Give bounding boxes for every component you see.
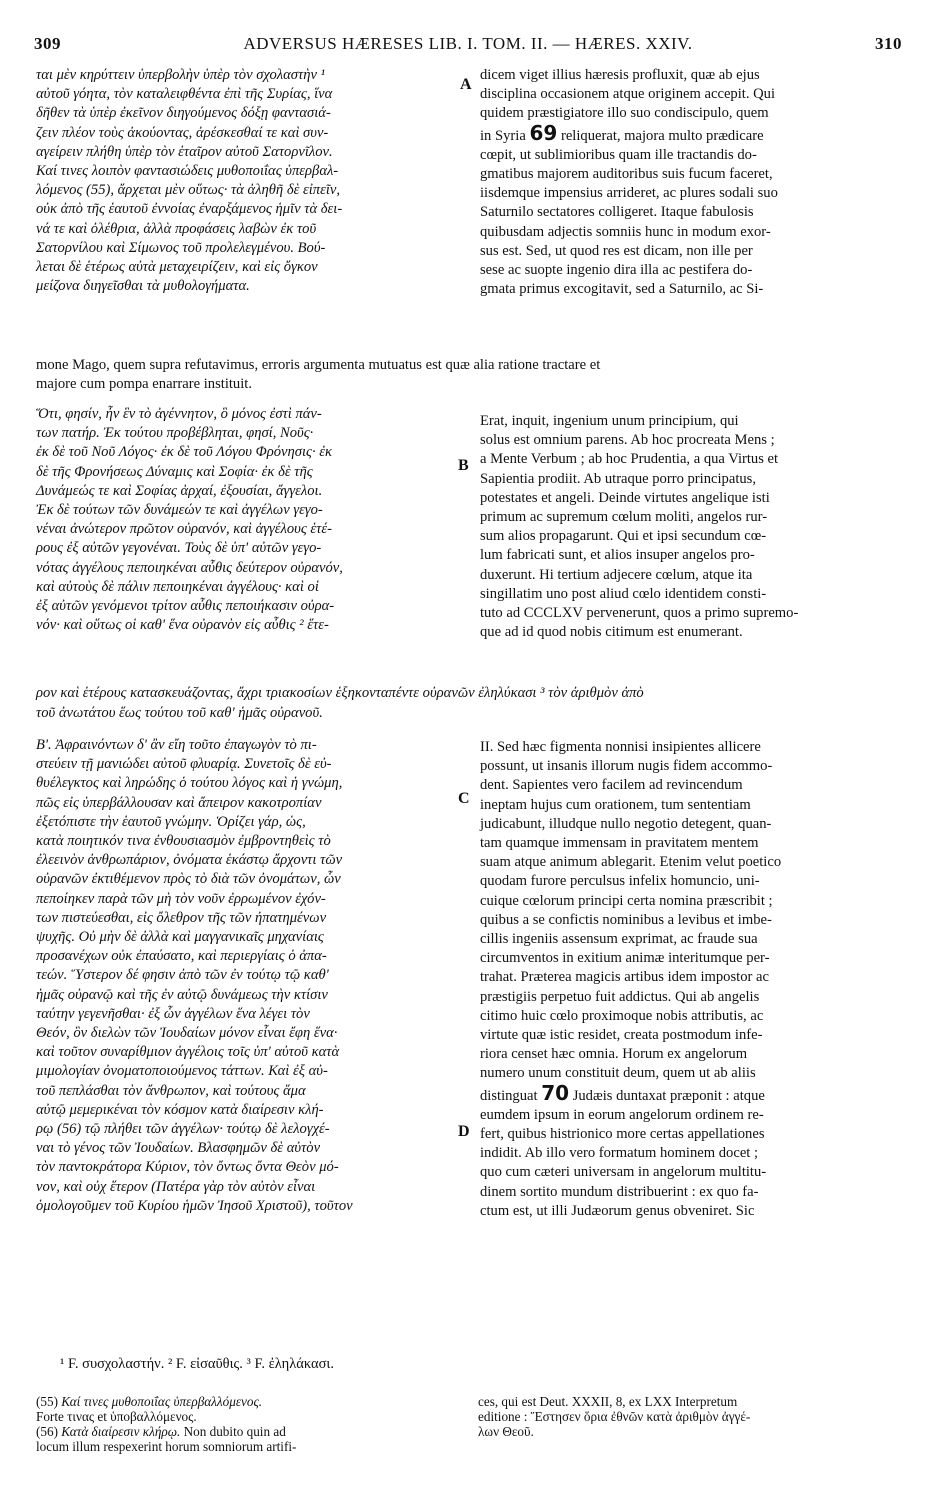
running-title: ADVERSUS HÆRESES LIB. I. TOM. II. — HÆRES. XXIV. [243,34,693,53]
text-line: numero unum constituit deum, quem ut ab aliis [480,1065,756,1082]
text-line: lum fabricati sunt, et alios insuper angelos pro- [480,547,755,564]
text-line: tuto ad CCCLXV pervenerunt, quos a primo supremo- [480,605,799,622]
text-line: circumventos in exitium animæ interitumque per- [480,950,770,967]
text-line: judicabunt, illudque nullo negotio detegent, quan- [480,815,772,832]
text-line: πεποίηκεν παρὰ τῶν μὴ τὸν νοῦν ἐρρωμένον ἐχόν- [36,890,326,907]
text-line: αὐτῷ μεμερικέναι τὸν κόσμον κατὰ διαίρεσιν κλή- [36,1101,324,1118]
text-line: ἡμᾶς οὐρανῷ καὶ τῆς ἐν αὐτῷ δυνάμεως τὴν κτίσιν [36,986,328,1003]
margin-letter-a: A [460,76,472,93]
text-line: Θεόν, ὃν διελὼν τῶν Ἰουδαίων μόνον εἶναι ἔφη ἕνα· [36,1025,338,1042]
text-line: τεών. Ὕστερον δέ φησιν ἀπὸ τῶν ἐν τούτῳ τῷ καθ' [36,967,329,984]
footnote-line: locum illum respexerint horum somniorum artifi- [36,1439,297,1454]
footnote-line [36,1394,456,1409]
text-line: προσανέχων οὐκ ἐπαύσατο, καὶ περιεργίαις ὁ ἀπα- [36,948,327,965]
text-line: cillis ingeniis assensum exprimat, ac fraude sua [480,931,758,948]
text-line: νά τε καὶ ὀλέθρια, ἀλλὰ προφάσεις λαβὼν ἐκ τοῦ [36,220,317,237]
text-line: II. Sed hæc figmenta nonnisi insipientes allicere [480,739,761,755]
text-line: ρους ἐξ αὐτῶν γεγονέναι. Τοὺς δὲ ὑπ' αὐτῶν γεγο- [36,540,322,557]
text-line: quodam furore perculsus infelix homuncio, uni- [480,873,760,890]
full-width-line-3: ρον καὶ ἑτέρους κατασκευάζοντας, ἄχρι τριακοσίων ἑξηκονταπέντε οὐρανῶν ἐληλύκασι ³ τὸν ἀριθμὸν ἀπὸ [36,685,644,701]
text-line: Καί τινες λοιπὸν φαντασιώδεις μυθοποιΐας ὑπερβαλ- [36,163,339,180]
text-line: sus est. Sed, ut quod res est dicam, non ille per [480,242,753,259]
footnote-line: λων Θεοῦ. [478,1424,534,1439]
margin-letter-d: D [458,1123,470,1140]
text-line: ἐξετόπιστε τὴν ἑαυτοῦ γνώμην. Ὁρίζει γάρ, ὡς, [36,813,306,830]
text-line: λόμενος (55), ἄρχεται μὲν οὕτως· τὰ ἀληθῆ δὲ εἰπεῖν, [36,182,341,199]
text-line: Erat, inquit, ingenium unum principium, qui [480,413,739,429]
text-line: sum alios propagarunt. Qui et ipsi secundum cœ- [480,528,767,545]
text-line: νον, καὶ οὐχ ἕτερον (Πατέρα γὰρ τὸν αὐτὸν εἶναι [36,1178,316,1195]
text-line [480,120,892,146]
text-line: ταύτην γεγενῆσθαι· ἐξ ὧν ἀγγέλων ἕνα λέγει τὸν [36,1005,310,1022]
text-line: Ἐκ δὲ τούτων τῶν δυνάμεών τε καὶ ἀγγέλων γεγο- [36,502,323,519]
footnote-lemma: Κατὰ διαίρεσιν κλήρῳ. [61,1424,181,1439]
latin-text-block-3 [480,738,892,1221]
text-line: νότας ἀγγέλους πεποιηκέναι αὖθις δεύτερον οὐρανόν, [36,559,343,576]
text-line: τοῦ πεπλάσθαι τὸν ἄνθρωπον, καὶ τούτους ἅμα [36,1082,306,1099]
text-line: ὁμολογοῦμεν τοῦ Κυρίου ἡμῶν Ἰησοῦ Χριστοῦ), τοῦτον [36,1197,353,1214]
page-number-69: 69 [529,120,558,145]
text-line: dent. Sapientes vero facilem ad revincendum [480,777,743,794]
footnote-text: Non dubito quin ad [180,1424,286,1439]
text-line: καὶ τοῦτον συναρίθμιον ἀγγέλοις τοῖς ὑπ' αὐτοῦ κατὰ [36,1044,340,1061]
text-line: Σατορνίλου καὶ Σίμωνος τοῦ προλελεγμένου. Βού- [36,239,326,256]
footnote-line [36,1424,456,1439]
text-line: Ὅτι, φησίν, ἦν ἓν τὸ ἀγέννητον, ὃ μόνος ἐστὶ πάν- [36,406,322,422]
text-line: Β'. Ἀφραινόντων δ' ἂν εἴη τοῦτο ἐπαγωγὸν τὸ πι- [36,737,317,753]
page-number-left: 309 [34,34,61,53]
text-line: ναι τὸ γένος τῶν Ἰουδαίων. Βλασφημῶν δὲ αὐτὸν [36,1140,321,1157]
text-line: primum ac supremum cœlum moliti, angelos rur- [480,509,768,526]
text-line: trahat. Præterea magicis artibus idem impostor ac [480,969,769,986]
text-line: riora censet hæc omnia. Horum ex angelorum [480,1046,748,1063]
text-line: dinem sortito mundum distribuerint : ex quo fa- [480,1183,759,1200]
text-line: στεύειν τῇ μανιώδει αὐτοῦ φλυαρίᾳ. Συνετοῖς δὲ εὐ- [36,756,332,773]
text-line: ἐκ δὲ τοῦ Νοῦ Λόγος· ἐκ δὲ τοῦ Λόγου Φρόνησις· ἐκ [36,444,332,461]
text-line: νόν· καὶ οὕτως οἱ καθ' ἕνα οὐρανὸν εἰς αὖθις ² ἕτε- [36,617,329,634]
text-line: λεται δὲ ἑτέρως αὐτὰ μεταχειρίζειν, καὶ εἰς ὄγκον [36,259,318,276]
text-line: ζειν πλέον τοὺς ἀκούοντας, ἀρέσκεσθαί τε καὶ συν- [36,124,329,141]
text-line [480,1080,892,1106]
text-line: αγείρειν πλήθη ὑπὲρ τὸν ἑταῖρον αὐτοῦ Σατορνῖλον. [36,143,333,160]
text-line: potestates et angeli. Deinde virtutes angelique isti [480,489,770,506]
text-line: οὐρανῶν ἐκτιθέμενον πρὸς τὸ διὰ τῶν ὀνομάτων, ὧν [36,871,341,888]
footnote-lemma: Καί τινες μυθοποιΐας ὑπερβαλλόμενος. [61,1394,263,1409]
text-line: quo cum cæteri universam in angelorum multitu- [480,1164,767,1181]
text-line: ineptam hujus cum orationem, tum sententiam [480,796,751,813]
full-width-line-2: majore cum pompa enarrare instituit. [36,376,252,392]
text-line: ρῳ (56) τῷ πλήθει τῶν ἀγγέλων· τούτῳ δὲ λελογχέ- [36,1121,330,1138]
text-line: τὸν παντοκράτορα Κύριον, τὸν ὄντως ὄντα Θεὸν μό- [36,1159,339,1176]
text-line: indidit. Ab illo vero formatum hominem docet ; [480,1145,759,1162]
running-header [34,34,902,58]
full-width-line-4: τοῦ ἀνωτάτου ἕως τούτου τοῦ καθ' ἡμᾶς οὐρανοῦ. [36,705,323,721]
text-line: ἐλεεινὸν ἀνθρωπάριον, ὀνόματα ἑκάστῳ ἄρχοντι τῶν [36,852,343,869]
text-line: θυέλεγκτος καὶ ληρώδης ὁ τούτου λόγος καὶ ἡ γνώμη, [36,775,343,792]
text-line: citimo huic cœlo proximoque nobis attributis, ac [480,1007,764,1024]
text-line: των πατήρ. Ἐκ τούτου προβέβληται, φησί, Νοῦς· [36,425,314,442]
text-line: πῶς εἰς ὑπερβάλλουσαν καὶ ἄπειρον κακοτροπίαν [36,794,322,811]
text-line: Δυνάμεώς τε καὶ Σοφίας ἀρχαί, ἐξουσίαι, ἄγγελοι. [36,482,323,499]
greek-text-block-1 [36,66,456,296]
text-line: eumdem ipsum in eorum angelorum ordinem re- [480,1106,764,1123]
text-line: Sapientia prodiit. Ab utraque porro principatus, [480,470,757,487]
latin-text-block-2 [480,412,892,642]
greek-text-block-2 [36,405,456,635]
text-line: cœpit, ut sublimioribus quam ille tractandis do- [480,146,757,163]
latin-text-block-1 [480,66,892,299]
text-fragment: in Syria [480,127,530,144]
text-line: gmata primus excogitavit, sed a Saturnilo, ac Si- [480,281,764,298]
text-line: οὐκ ἀπὸ τῆς ἑαυτοῦ ἐννοίας ἐναρξάμενος ἡμῖν τὰ δει- [36,201,343,218]
text-fragment: Judæis duntaxat præponit : atque [569,1087,765,1104]
text-line: solus est omnium parens. Ab hoc procreata Mens ; [480,432,775,449]
footnotes-left [36,1394,456,1454]
text-line: virtute quæ istic residet, creata postmodum infe- [480,1027,763,1044]
text-line: gmatibus majorem auditoribus suis fucum faceret, [480,166,773,183]
text-line: cuique cœlorum principi certa nomina præscribit ; [480,892,773,909]
critical-apparatus: ¹ F. συσχολαστήν. ² F. εἰσαῦθις. ³ F. ἐληλάκασι. [60,1356,334,1372]
footnote-number: (56) [36,1424,58,1439]
text-fragment: reliquerat, majora multo prædicare [557,127,764,144]
text-line: κατὰ ποιητικόν τινα ἐνθουσιασμὸν ἐμβροντηθεὶς τὸ [36,833,331,850]
text-line: suam atque animum ablegarit. Etenim velut poetico [480,854,782,871]
page-number-70: 70 [541,1080,570,1105]
text-line: quidem præstigiatore illo suo condiscipulo, quem [480,105,769,122]
text-line: ctum est, ut illi Judæorum genus obveniret. Sic [480,1202,755,1219]
text-line: a Mente Verbum ; ab hoc Prudentia, a qua Virtus et [480,451,779,468]
text-line: quibusdam adjectis somniis hunc in modum exor- [480,223,771,240]
text-line: disciplina occasionem atque originem accepit. Qui [480,86,776,103]
text-line: ἐξ αὐτῶν γενόμενοι τρίτον αὖθις πεποιήκασιν οὐρα- [36,598,335,615]
text-line: μείζονα διηγεῖσθαι τὰ μυθολογήματα. [36,278,250,295]
margin-letter-b: B [458,457,469,474]
greek-text-block-3 [36,736,456,1216]
text-fragment: distinguat [480,1087,542,1104]
text-line: ται μὲν κηρύττειν ὑπερβολὴν ὑπὲρ τὸν σχολαστὴν ¹ [36,67,325,83]
text-line: duxerunt. Hi tertium adjecere cœlum, atque ita [480,566,753,583]
text-line: dicem viget illius hæresis profluxit, quæ ab ejus [480,67,760,83]
page-number-right: 310 [875,34,902,53]
text-line: præstigiis perpetuo fuit addictus. Qui ab angelis [480,988,760,1005]
text-line: μιμολογίαν ὀνοματοποιούμενος τάττων. Καὶ ἐξ αὐ- [36,1063,328,1080]
text-line: singillatim uno post aliud cœlo identidem consti- [480,585,767,602]
margin-letter-c: C [458,790,470,807]
footnote-line: Forte τινας et ὑποβαλλόμενος. [36,1409,197,1424]
footnote-line: editione : Ἔστησεν ὅρια ἐθνῶν κατὰ ἀριθμὸν ἀγγέ- [478,1409,751,1424]
text-line: que ad id quod nobis citimum est enumerant. [480,624,743,641]
text-line: αὐτοῦ γόητα, τὸν καταλειφθέντα ἐπὶ τῆς Συρίας, ἵνα [36,86,333,103]
text-line: δὲ τῆς Φρονήσεως Δύναμις καὶ Σοφία· ἐκ δὲ τῆς [36,463,313,480]
text-line: νέναι ἀνώτερον πρῶτον οὐρανόν, καὶ ἀγγέλους ἑτέ- [36,521,333,538]
footnote-number: (55) [36,1394,58,1409]
text-line: possunt, ut insanis illorum nugis fidem accommo- [480,758,773,775]
text-line: δῆθεν τὰ ὑπὲρ ἐκεῖνον διηγούμενος δόξῃ φαντασιά- [36,105,331,122]
text-line: ψυχῆς. Οὐ μὴν δὲ ἀλλὰ καὶ μαγγανικαῖς μηχανίαις [36,929,324,946]
text-line: sese ac suopte ingenio dira illa ac pestifera do- [480,262,753,279]
text-line: καὶ αὐτοὺς δὲ πάλιν πεποιηκέναι ἀγγέλους· καὶ οἱ [36,578,319,595]
text-line: tam quamque immensam in pravitatem mentem [480,835,759,852]
text-line: των πιστεύεσθαι, εἰς ὄλεθρον τῆς τῶν ἠπατημένων [36,909,327,926]
footnote-line: ces, qui est Deut. XXXII, 8, ex LXX Interpretum [478,1394,738,1409]
full-width-line-1: mone Mago, quem supra refutavimus, erroris argumenta mutuatus est quæ alia ratione tractare et [36,357,601,373]
text-line: quibus a se confictis nominibus a levibus et imbe- [480,911,772,928]
text-line: fert, quibus histrionico more certas appellationes [480,1126,765,1143]
text-line: iisdemque impensius arrideret, ac plures sodali suo [480,185,778,202]
footnotes-right [478,1394,898,1439]
text-line: Saturnilo sectatores colligeret. Itaque fabulosis [480,204,754,221]
